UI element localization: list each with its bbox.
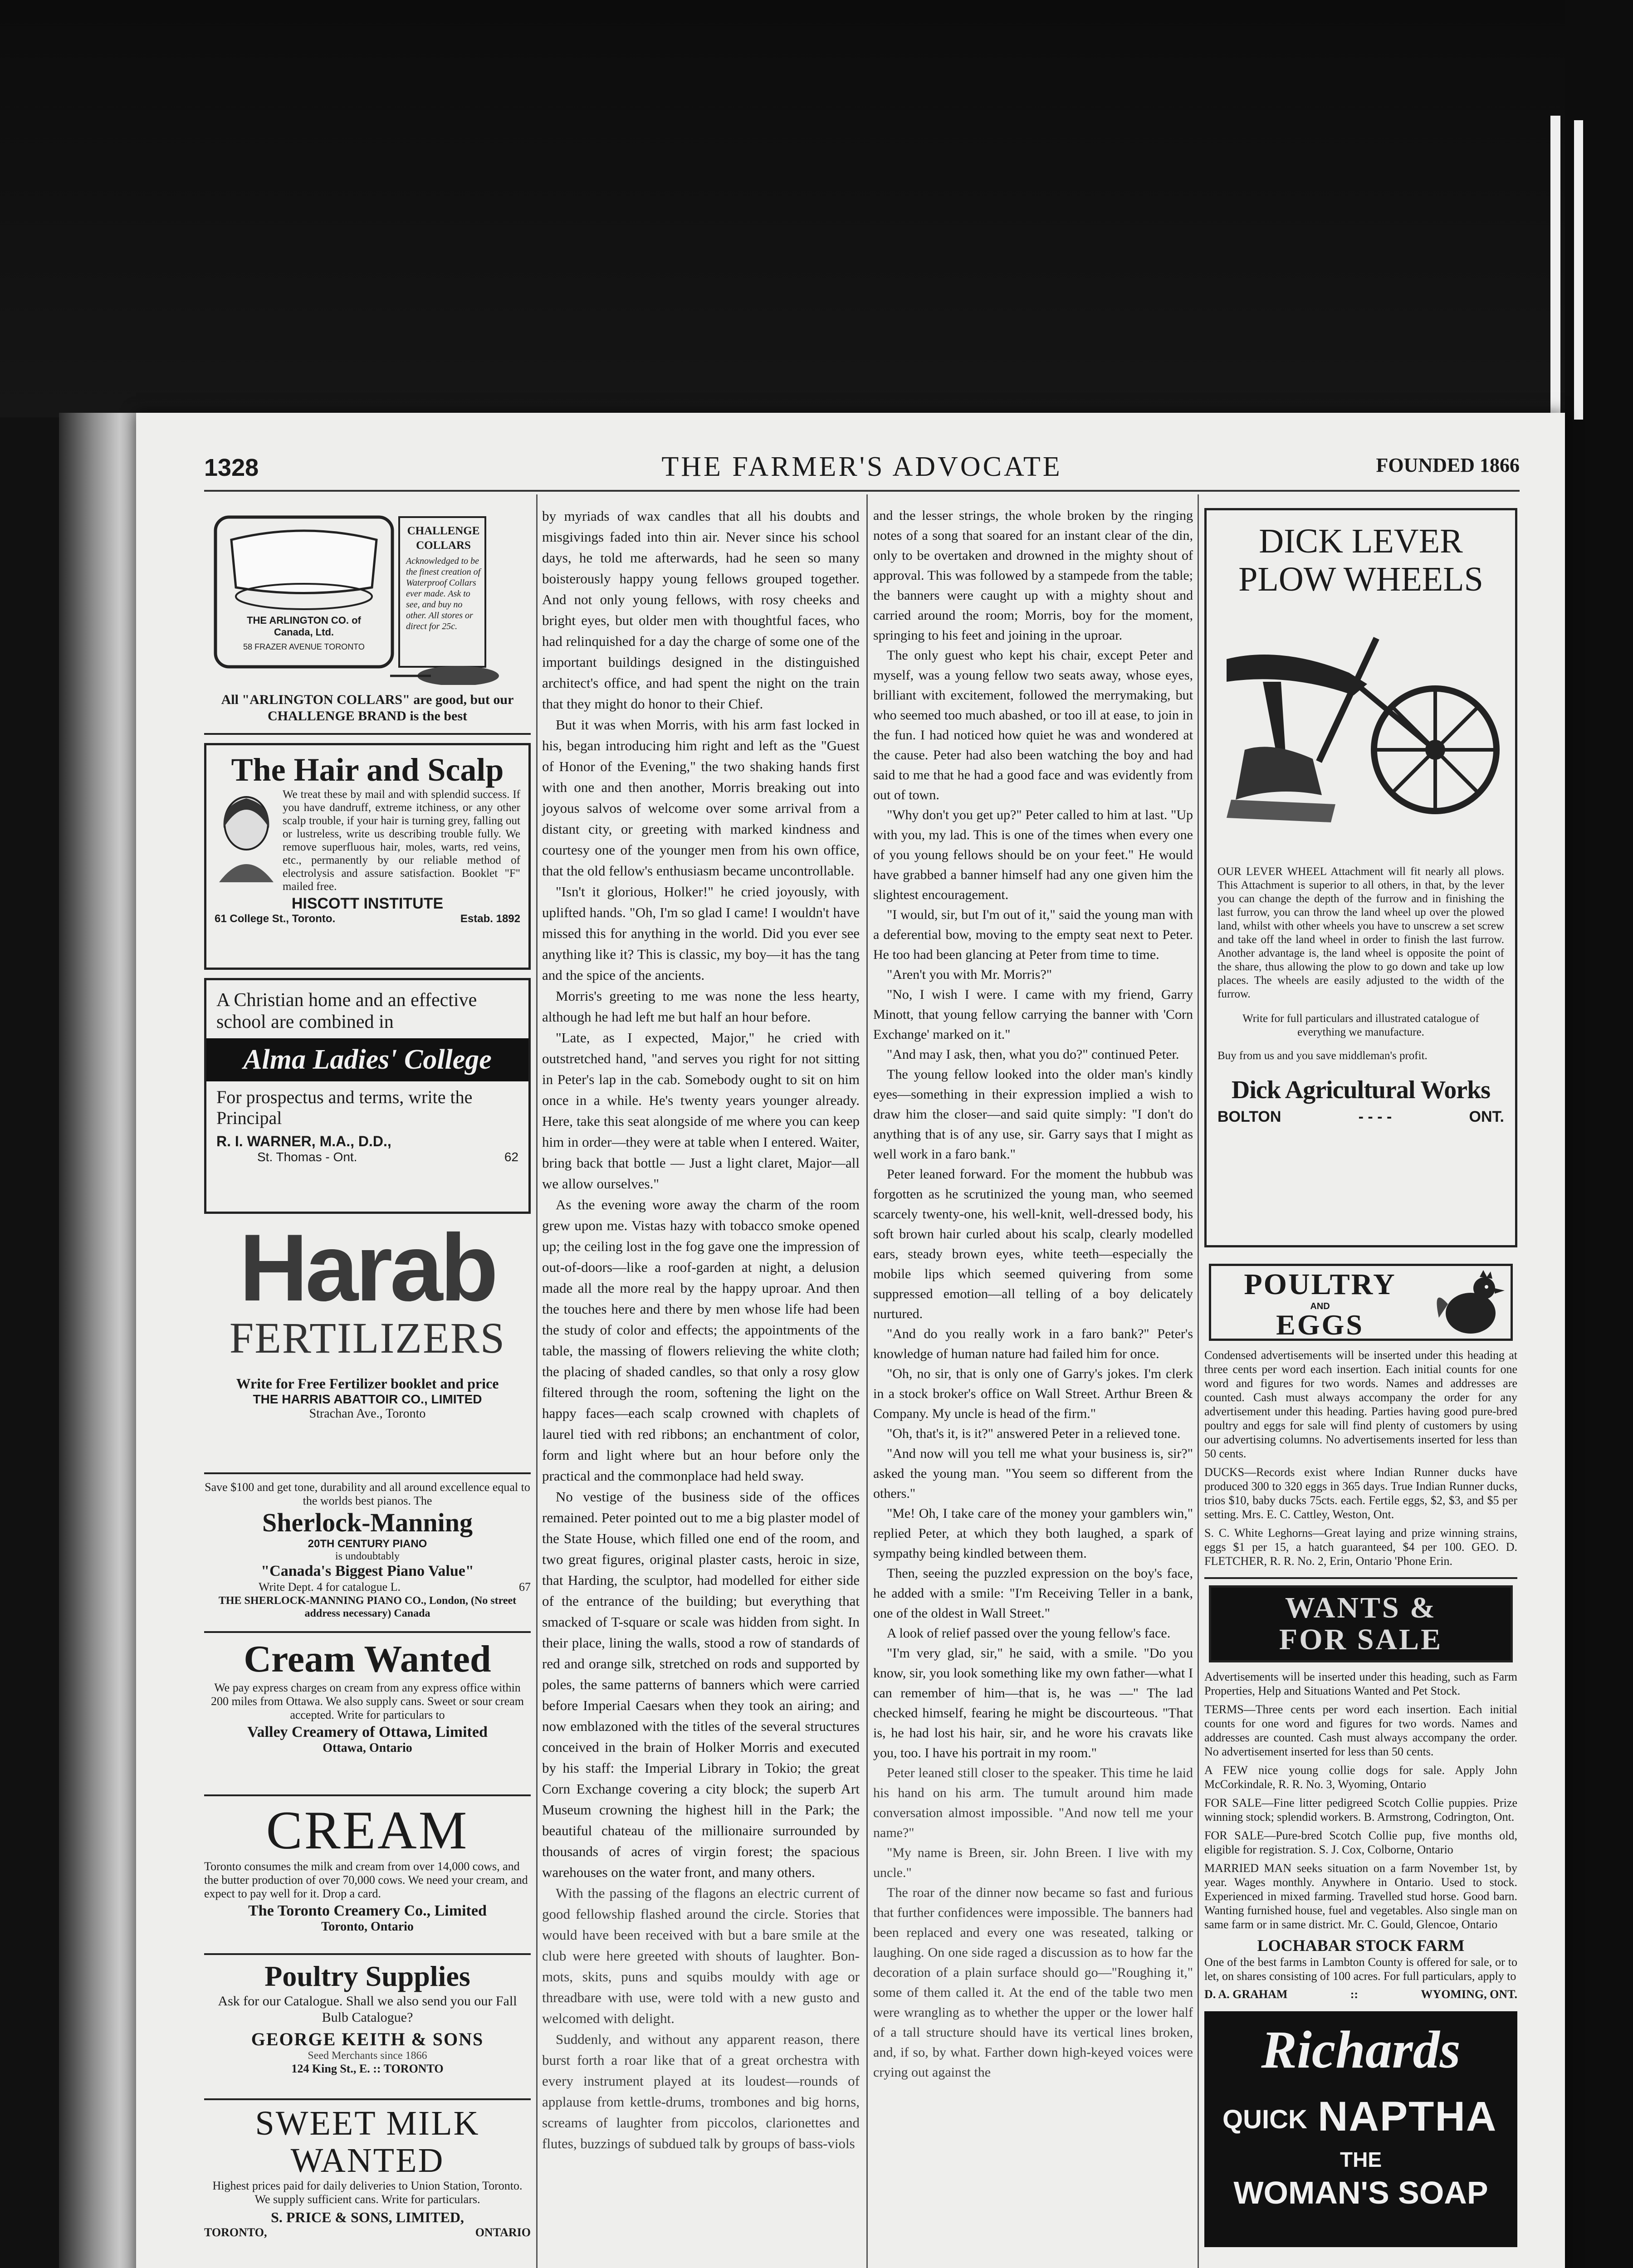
alma-code: 62	[504, 1150, 518, 1164]
lochabar-text: One of the best farms in Lambton County is offered for sale, or to let, on shares consisting of 100 acres. For full particulars, apply to	[1204, 1955, 1517, 1983]
george-keith: GEORGE KEITH & SONS	[251, 2029, 484, 2049]
valley-creamery: Valley Creamery of Ottawa, Limited	[247, 1724, 488, 1740]
wants-title1: WANTS &	[1285, 1591, 1437, 1624]
story-paragraph: Peter leaned still closer to the speaker. This time he laid his hand on his arm. The tumult around him made conversation almost impossible. "And now tell me your name?"	[873, 1765, 1193, 1840]
sherlock-name: Sherlock-Manning	[262, 1508, 473, 1537]
story-paragraph: With the passing of the flagons an electric current of good fellowship flashed around the circle. Stories that would have been received with but a bare smile at the club were here greeted with shouts of laughter. Bon-mots, skits, puns and squibs mouldy with age or threadbare with use, were told with a new gusto and welcomed with delight.	[542, 1885, 860, 2026]
lochabar-text-wrap	[1204, 1955, 1517, 1983]
wants-listing: A FEW nice young collie dogs for sale. Apply John McCorkindale, R. R. No. 3, Wyoming, Ontario	[1204, 1764, 1517, 1791]
harab-product: FERTILIZERS	[229, 1314, 506, 1362]
cream-text: Toronto consumes the milk and cream from over 14,000 cows, and the butter production of over 70,000 cows. We need your cream, and expect to pay well for it. Drop a card.	[204, 1860, 528, 1900]
story-paragraph: A look of relief passed over the young fellow's face.	[887, 1626, 1171, 1641]
story-paragraph: Peter leaned forward. For the moment the hubbub was forgotten as he scrutinized the young man, who seemed scarcely twenty-one, his well-knit, well-dressed body, his soft brown hair curled about his scalp, clearly modelled ears, steady brown eyes, white teeth—especially the mobile lips which seemed quivering from some suppressed emotion—all telling of a boy delicately nurtured.	[873, 1167, 1193, 1321]
story-paragraph: The young fellow looked into the older man's kindly eyes—something in their expression implied a wish to draw him the closer—and said quite simply: "I don't do anything that is of any use, sir. Garry says that I might as well work in a faro bank."	[873, 1067, 1193, 1162]
hair-title: The Hair and Scalp	[231, 752, 504, 788]
newspaper-page	[136, 413, 1565, 2268]
price-sons-city-line	[204, 2226, 531, 2239]
story-paragraph: "I would, sir, but I'm out of it," said the young man with a deferential bow, moving to the empty seat next to Peter. He too had been glancing at Peter from time to time.	[873, 907, 1193, 962]
wants-intro: Advertisements will be inserted under this heading, such as Farm Properties, Help and Situations Wanted and Pet Stock.	[1204, 1670, 1517, 1697]
story-paragraph: "And do you really work in a faro bank?" Peter's knowledge of human nature had failed him for once.	[873, 1326, 1193, 1361]
richards-the: THE	[1340, 2148, 1382, 2171]
cream-wanted-title: Cream Wanted	[244, 1638, 491, 1680]
poultry-title2: EGGS	[1276, 1309, 1364, 1341]
poultry-eggs-banner	[1209, 1264, 1513, 1341]
sherlock-write-line	[204, 1580, 531, 1594]
dick-title1: DICK LEVER	[1259, 522, 1463, 560]
dick-company: Dick Agricultural Works	[1231, 1076, 1491, 1104]
founded-label: FOUNDED 1866	[1376, 454, 1520, 476]
richards-brand: Richards	[1261, 2020, 1461, 2079]
sherlock-sub2: is undoubtably	[335, 1550, 400, 1562]
poultry-supplies-title: Poultry Supplies	[264, 1960, 470, 1992]
harab-line1: Write for Free Fertilizer booklet and price	[236, 1375, 499, 1392]
hiscott-address-line	[215, 913, 520, 925]
dick-town: BOLTON	[1217, 1108, 1281, 1125]
alma-location-line	[216, 1150, 518, 1164]
hair-scalp-ad	[204, 743, 531, 970]
left-ad-column	[204, 508, 531, 2268]
sweet-milk-text: Highest prices paid for daily deliveries to Union Station, Toronto. We supply sufficient cans. Write for particulars.	[212, 2179, 523, 2206]
story-paragraph: by myriads of wax candles that all his doubts and misgivings faded into thin air. Never since his school days, he told me afterwards, had he seen so many boisterously happy young fellows grouped together. And not only young fellows, with rosy cheeks and bright eyes, but older men with thoughtful faces, who had relinquished for a day the charge of some one of the important buildings designed in the distinguished architect's office, and had spent the night on the train that they might do honor to their Chief.	[542, 508, 860, 712]
scanner-background	[0, 0, 1633, 417]
toronto-creamery-ad	[204, 1796, 531, 1955]
story-paragraph: The roar of the dinner now became so fast and furious that further confidences were impossible. The banners had been replaced and every one was reseated, talking or laughing. On one side raged a discussion as to how far the decoration of a plain surface should go—"Roughing it," some of them called it. At the end of the table two men were wrangling as to whether the upper or the lower half of a tall structure should have its vertical lines broken, and, if so, by what. Farther down high-keyed voices were crying out against the	[873, 1885, 1193, 2080]
cream-wanted-ad	[204, 1633, 531, 1796]
plow-wheel-illustration-icon	[1217, 605, 1508, 859]
sweet-milk-title2: WANTED	[290, 2141, 445, 2180]
poultry-classified	[1204, 1348, 1517, 1568]
wants-title2: FOR SALE	[1279, 1623, 1443, 1656]
story-paragraph: "Oh, no sir, that is only one of Garry's jokes. I'm clerk in a stock broker's office on Wall Street. Arthur Breen & Company. My uncle is head of the firm."	[873, 1366, 1193, 1421]
binding-strip	[1550, 116, 1560, 420]
alma-lead: A Christian home and an effective school are combined in	[216, 990, 477, 1032]
story-paragraph: Then, seeing the puzzled expression on the boy's face, he added with a smile: "I'm Receiving Teller in a bank, one of the oldest in Wall Street."	[873, 1566, 1193, 1621]
alma-prospectus: For prospectus and terms, write the Principal	[216, 1087, 473, 1128]
wants-listing: FOR SALE—Pure-bred Scotch Collie pup, five months old, eligible for registration. S. J. Cox, Colborne, Ontario	[1204, 1829, 1517, 1856]
story-paragraph: "Aren't you with Mr. Morris?"	[887, 967, 1052, 982]
cream-wanted-text: We pay express charges on cream from any express office within 200 miles from Ottawa. We also supply cans. Sweet or sour cream accepted. Write for particulars to	[211, 1681, 524, 1721]
richards-womans-soap: WOMAN'S SOAP	[1233, 2175, 1488, 2210]
story-paragraph: No vestige of the business side of the offices remained. Peter pointed out to me a big plaster model of the State House, which filled one end of the room, and two great figures, original plaster casts, heroic in size, that Harding, the sculptor, had modelled for either side of the entrance of the building; but everything that smacked of T-square or scale was hidden from sight. In their place, lining the walls, stood a row of standards of red and orange silk, stretched on rods and supported by poles, the same patterns of banners which were carried before Imperial Caesars when they took an airing; and now emblazoned with the titles of the several structures conceived in the brain of Holker Morris and executed by his staff: the Imperial Library in Tokio; the great Corn Exchange covering a city block; the superb Art Museum crowning the highest hill in the Park; the beautiful chateau of the millionaire surrounded by thousands of acres of virgin forest; the spacious warehouses on the water front, and many others.	[542, 1489, 860, 1880]
toronto-creamery-city: Toronto, Ontario	[321, 1920, 414, 1934]
dick-address-line	[1217, 1108, 1504, 1126]
challenge-footer: All "ARLINGTON COLLARS" are good, but our CHALLENGE BRAND is the best	[221, 692, 514, 723]
story-paragraph: and the lesser strings, the whole broken by the ringing notes of a song that soared for an instant clear of the din, only to be overtaken and drowned in the mighty shout of approval. This was followed by a stampede from the table; the banners were caught up with a mighty shout and carried around the room; Morris, boy for the moment, springing to his feet and joining in the uproar.	[873, 508, 1193, 643]
column-rule	[536, 494, 538, 2268]
story-paragraph: "And now will you tell me what your business is, sir?" asked the young man. "You seem so different from the others."	[873, 1446, 1193, 1501]
challenge-text: Acknowledged to be the finest creation of Waterproof Collars ever made. Ask to see, and buy no other. All stores or direct for 25c.	[406, 556, 481, 631]
story-column-1	[542, 506, 860, 2268]
sherlock-lead: Save $100 and get tone, durability and all around excellence equal to the worlds best pianos. The	[205, 1481, 530, 1507]
poultry-and: AND	[1310, 1301, 1330, 1311]
poultry-title1: POULTRY	[1244, 1268, 1396, 1301]
price-sons: S. PRICE & SONS, LIMITED,	[271, 2209, 464, 2225]
richards-quick: QUICK	[1222, 2105, 1307, 2134]
page-header	[204, 451, 1520, 490]
poultry-supplies-text: Ask for our Catalogue. Shall we also send you our Fall Bulb Catalogue?	[218, 1994, 517, 2025]
story-paragraph: "Why don't you get up?" Peter called to him at last. "Up with you, my lad. This is one of the times when every one of you young fellows should be on your feet." He would have grabbed a banner himself had any one given him the slightest encouragement.	[873, 807, 1193, 902]
story-paragraph: The only guest who kept his chair, except Peter and myself, was a young fellow two seats away, whose eyes, brilliant with excitement, followed the merrymaking, but who seemed too much abashed, or too ill at ease, to join in the fun. I had noticed how quiet he was and wondered at the cause. Peter had also been watching the boy and had said to me that he had a good face and was evidently from out of town.	[873, 648, 1193, 802]
harab-address: Strachan Ave., Toronto	[309, 1407, 426, 1421]
header-rule	[204, 490, 1520, 492]
harab-brand: Harab	[239, 1220, 496, 1321]
alma-logo: Alma Ladies' College	[206, 1038, 528, 1081]
alma-principal: R. I. WARNER, M.A., D.D.,	[216, 1133, 391, 1149]
dick-province: ONT.	[1469, 1108, 1504, 1125]
story-paragraph: "And may I ask, then, what you do?" continued Peter.	[887, 1047, 1179, 1062]
sherlock-sub1: 20TH CENTURY PIANO	[308, 1538, 427, 1550]
story-column-1-text	[542, 506, 860, 2154]
story-paragraph: "Late, as I expected, Major," he cried with outstretched hand, "and serves you right for not sitting in Peter's lap in the cab. Somebody ought to sit on him once in a while. He's twenty years younger already. Here, take this seat alongside of me where you can keep him in order—they were at table when I entered. Waiter, bring back that bottle — Just a light claret, Major—all we allow ourselves."	[542, 1030, 860, 1192]
harab-company: THE HARRIS ABATTOIR CO., LIMITED	[253, 1392, 482, 1406]
collar-illustration-icon	[204, 508, 531, 685]
wants-listing: MARRIED MAN seeks situation on a farm November 1st, by year. Wages monthly. Anywhere in Ontario. Used to stock. Experienced in mixed farming. Travelled stud horse. Good barn. Wanting furnished house, fuel and vegetables. Also single man on same farm or in same district. Mr. C. Gould, Glencoe, Ontario	[1204, 1862, 1517, 1931]
story-paragraph: "Oh, that's it, is it?" answered Peter in a relieved tone.	[887, 1426, 1181, 1441]
george-keith-since: Seed Merchants since 1866	[308, 2050, 427, 2062]
poultry-intro: Condensed advertisements will be inserted under this heading at three cents per word each insertion. Each initial counts for one word and figures for two words. Names and addresses are counted. Cash must always accompany the order for any advertisement under this heading. Parties having good pure-bred poultry and eggs for sale will find plenty of customers by using our advertising columns. No advertisements inserted for less than 50 cents.	[1204, 1349, 1517, 1460]
arlington-company: THE ARLINGTON CO. of Canada, Ltd.	[247, 615, 361, 638]
dick-body: OUR LEVER WHEEL Attachment will fit nearly all plows. This Attachment is superior to all others, in that, by the lever you can change the depth of the furrow and in finishing the last furrow, you can throw the land wheel up over the plowed land, whilst with other wheels you have to unscrew a set screw and take off the land wheel in order to finish the last furrow. Another advantage is, the land wheel is opposite the point of the share, thus allowing the plow to go down and take up low places. The wheels are easily adjusted to the width of the furrow.	[1217, 865, 1504, 1000]
story-paragraph: "No, I wish I were. I came with my friend, Garry Minott, that young fellow carrying the banner with 'Corn Exchange' marked on it."	[873, 987, 1193, 1042]
column-rule	[1198, 494, 1199, 2268]
sherlock-manning-ad	[204, 1474, 531, 1633]
challenge-heading: CHALLENGE COLLARS	[407, 525, 480, 552]
lochabar-contact-sep: ::	[1350, 1988, 1359, 2001]
price-sons-city-left: TORONTO,	[204, 2226, 267, 2239]
story-paragraph: Morris's greeting to me was none the less hearty, although he had left me but half an hour before.	[542, 988, 860, 1025]
wants-classified	[1204, 1670, 1517, 1931]
sherlock-slogan: "Canada's Biggest Piano Value"	[261, 1563, 474, 1579]
harab-fertilizer-ad	[204, 1220, 531, 1474]
arlington-address: 58 FRAZER AVENUE TORONTO	[243, 642, 365, 651]
hair-text: We treat these by mail and with splendid success. If you have dandruff, extreme itchiness, or any other scalp trouble, if your hair is turning grey, falling out or lustreless, write us describing trouble fully. We remove superfluous hair, moles, warts, red veins, etc., permanently by our reliable method of electrolysis and assure satisfaction. Booklet "F" mailed free.	[283, 788, 520, 893]
toronto-creamery: The Toronto Creamery Co., Limited	[248, 1902, 487, 1919]
sherlock-code: 67	[519, 1580, 531, 1593]
page-number: 1328	[204, 454, 259, 481]
rooster-icon	[1430, 1268, 1507, 1340]
dick-buy: Buy from us and you save middleman's profit.	[1217, 1050, 1428, 1062]
poultry-listing: S. C. White Leghorns—Great laying and prize winning strains, eggs $1 per 15, a hatch guaranteed, $4 per 100. GEO. D. FLETCHER, R. R. No. 2, Erin, Ontario 'Phone Erin.	[1204, 1526, 1517, 1568]
lochabar-contact-left: D. A. GRAHAM	[1204, 1988, 1288, 2001]
alma-college-ad	[204, 978, 531, 1214]
lochabar-title: LOCHABAR STOCK FARM	[1257, 1936, 1465, 1955]
hiscott-address: 61 College St., Toronto.	[215, 913, 336, 925]
hiscott-established: Estab. 1892	[460, 913, 520, 925]
poultry-supplies-ad	[204, 1955, 531, 2100]
cream-title: CREAM	[266, 1800, 469, 1860]
lochabar-contact-right: WYOMING, ONT.	[1421, 1988, 1517, 2001]
wants-listing: FOR SALE—Fine litter pedigreed Scotch Collie puppies. Prize winning stock; splendid workers. B. Armstrong, Codrington, Ont.	[1204, 1796, 1517, 1823]
hiscott-institute: HISCOTT INSTITUTE	[291, 895, 444, 912]
story-paragraph: But it was when Morris, with his arm fast locked in his, began introducing him right and left as the "Guest of Honor of the Evening," the two shaking hands first with one and then another, Morris breaking out into joyous salvos of welcome over some arrival from a distant city, or greeting with marked kindness and courtesy one of the younger men from his own office, that the old fellow's enthusiasm became uncontrollable.	[542, 717, 860, 879]
story-paragraph: "My name is Breen, sir. John Breen. I live with my uncle."	[873, 1845, 1193, 1880]
column-rule	[866, 494, 868, 2268]
challenge-collars-ad	[204, 508, 531, 735]
right-ad-column	[1204, 508, 1517, 2268]
story-paragraph: "Isn't it glorious, Holker!" he cried joyously, with uplifted hands. "Oh, I'm so glad I came! I wouldn't have missed this for anything in the world. Did you ever see anything like it? This is classic, my boy—it has the tang and the spice of the ancients.	[542, 884, 860, 983]
woman-portrait-icon	[215, 792, 278, 882]
book-spine	[59, 413, 145, 2268]
richards-naptha: NAPTHA	[1318, 2093, 1497, 2140]
sweet-milk-title1: SWEET MILK	[255, 2104, 480, 2142]
richards-soap-ad	[1204, 2011, 1517, 2247]
dick-title2: PLOW WHEELS	[1238, 560, 1483, 598]
price-sons-city-right: ONTARIO	[475, 2226, 531, 2239]
wants-banner	[1209, 1585, 1513, 1662]
sweet-milk-ad	[204, 2100, 531, 2268]
dick-write: Write for full particulars and illustrated catalogue of everything we manufacture.	[1242, 1012, 1479, 1038]
story-paragraph: Suddenly, and without any apparent reason, there burst forth a roar like that of a great orchestra with every instrument played at its loudest—rounds of applause from kettle-drums, trombones and big horns, screams of laughter from piccolos, clarionettes and flutes, buzzings of subdued talk by groups of bass-viols	[542, 2031, 860, 2151]
poultry-listing: DUCKS—Records exist where Indian Runner ducks have produced 300 to 320 eggs in 365 days. True Indian Runner ducks, trios $10, baby ducks 75cts. each. Fertile eggs, $2, $3, and $5 per setting. Mrs. E. C. Cattley, Weston, Ont.	[1204, 1466, 1517, 1521]
sherlock-write: Write Dept. 4 for catalogue L.	[259, 1580, 401, 1593]
dick-lever-ad	[1204, 508, 1517, 1247]
story-paragraph: "Me! Oh, I take care of the money your gamblers win," replied Peter, at which they both laughed, a spark of sympathy being kindled between them.	[873, 1506, 1193, 1561]
poultry-eggs-section	[1204, 1264, 1517, 1568]
story-paragraph: As the evening wore away the charm of the room grew upon me. Vistas hazy with tobacco smoke opened up; the ceiling lost in the fog gave one the impression of out-of-doors—like a roof-garden at night, a delusion made all the more real by the happy uproar. And then the touches here and there by men whose life had been the study of color and effects; the appointments of the table, the massing of flowers relieving the white cloth; the placing of shaded candles, so that only a rosy glow filtered through the room, softening the light on the happy faces—each scalp crowned with chaplets of laurel tied with red ribbons; an enchantment of color, form and light where but an hour before only the practical and the commonplace had held sway.	[542, 1197, 860, 1484]
dick-dashes: - - - -	[1358, 1108, 1392, 1125]
binding-strip	[1574, 120, 1583, 420]
story-column-2	[873, 506, 1193, 2268]
masthead-title: THE FARMER'S ADVOCATE	[661, 451, 1062, 482]
george-keith-address: 124 King St., E. :: TORONTO	[291, 2062, 444, 2075]
story-column-2-text	[873, 506, 1193, 2082]
valley-city: Ottawa, Ontario	[323, 1741, 412, 1755]
wants-terms: TERMS—Three cents per word each insertion. Each initial counts for one word and figures for two words. Names and addresses are counted. Cash must always accompany the order. No advertisement inserted for less than 50 cents.	[1204, 1703, 1517, 1758]
lochabar-contact	[1204, 1988, 1517, 2001]
alma-location: St. Thomas - Ont.	[257, 1150, 357, 1164]
story-paragraph: "I'm very glad, sir," he said, with a smile. "Do you know, sir, you look something like my own father—what I can remember of him—that is, he was —" The lad checked himself, fearing he might be discourteous. "That is, he had lost his hair, sir, and he wore his cravats like you, too. I have his portrait in my room."	[873, 1646, 1193, 1760]
wants-section	[1204, 1577, 1517, 2001]
sherlock-company: THE SHERLOCK-MANNING PIANO CO., London, (No street address necessary) Canada	[218, 1595, 517, 1619]
